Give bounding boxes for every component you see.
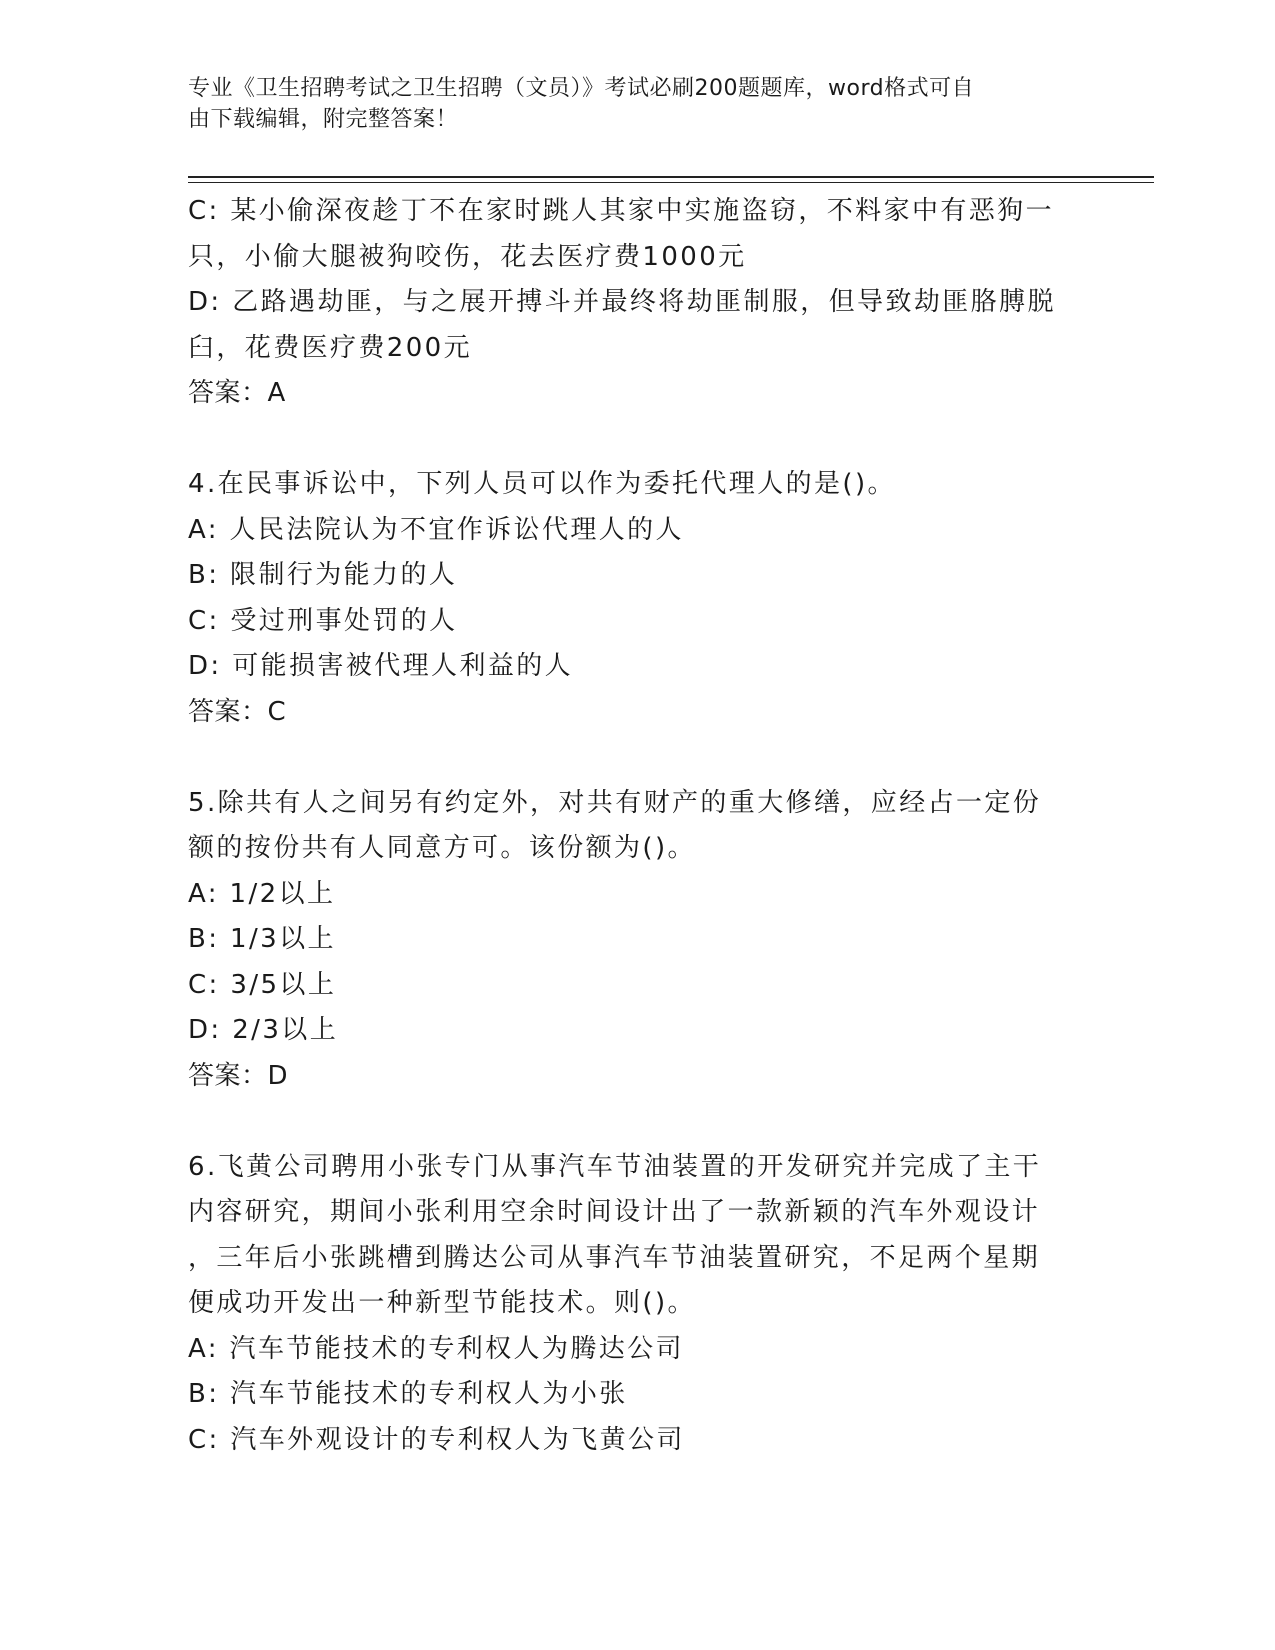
q4-option-c: C: 受过刑事处罚的人 [188, 605, 458, 636]
spacer [188, 1099, 1088, 1145]
question-4 [188, 462, 1088, 735]
document-body [188, 189, 1088, 1463]
header-rule-thick [188, 176, 1154, 178]
q6-question-line-2: 内容研究，期间小张利用空余时间设计出了一款新颖的汽车外观设计 [188, 1197, 1041, 1227]
document-header [188, 73, 1068, 135]
spacer [188, 735, 1088, 781]
q4-option-b: B: 限制行为能力的人 [188, 560, 458, 590]
q5-question-line-1: 5.除共有人之间另有约定外，对共有财产的重大修缮，应经占一定份 [188, 787, 1042, 818]
q4-question-line-1: 4.在民事诉讼中，下列人员可以作为委托代理人的是()。 [188, 469, 896, 499]
q3-option-d-line-2: 臼，花费医疗费200元 [188, 332, 473, 363]
q6-option-a: A: 汽车节能技术的专利权人为腾达公司 [188, 1333, 684, 1364]
question-6 [188, 1145, 1088, 1464]
q3-option-c-line-1: C: 某小偷深夜趁丁不在家时跳人其家中实施盗窃，不料家中有恶狗一 [188, 196, 1054, 226]
q5-question-line-2: 额的按份共有人同意方可。该份额为()。 [188, 833, 696, 863]
q6-option-b: B: 汽车节能技术的专利权人为小张 [188, 1379, 628, 1409]
q6-question-line-1: 6.飞黄公司聘用小张专门从事汽车节油装置的开发研究并完成了主干 [188, 1151, 1042, 1182]
header-line-2: 由下载编辑，附完整答案！ [188, 107, 459, 132]
q6-question-line-3: ，三年后小张跳槽到腾达公司从事汽车节油装置研究，不足两个星期 [188, 1242, 1041, 1273]
q4-option-d: D: 可能损害被代理人利益的人 [188, 651, 574, 681]
q5-option-d: D: 2/3以上 [188, 1015, 339, 1045]
question-3-tail [188, 189, 1088, 417]
q5-answer: 答案：D [188, 1060, 289, 1091]
q4-answer: 答案：C [188, 696, 287, 727]
q5-option-c: C: 3/5以上 [188, 969, 337, 1000]
q3-option-d-line-1: D: 乙路遇劫匪，与之展开搏斗并最终将劫匪制服，但导致劫匪胳膊脱 [188, 287, 1056, 317]
spacer [188, 417, 1088, 463]
q3-answer: 答案：A [188, 378, 286, 408]
header-line-1: 专业《卫生招聘考试之卫生招聘（文员）》考试必刷200题题库，word格式可自 [188, 76, 975, 101]
q5-option-b: B: 1/3以上 [188, 924, 336, 954]
q5-option-a: A: 1/2以上 [188, 878, 336, 909]
header-rule-thin [188, 182, 1154, 183]
q6-question-line-4: 便成功开发出一种新型节能技术。则()。 [188, 1288, 696, 1318]
q3-option-c-line-2: 只，小偷大腿被狗咬伤，花去医疗费1000元 [188, 241, 747, 272]
q4-option-a: A: 人民法院认为不宜作诉讼代理人的人 [188, 514, 684, 545]
q6-option-c: C: 汽车外观设计的专利权人为飞黄公司 [188, 1424, 685, 1455]
question-5 [188, 781, 1088, 1100]
